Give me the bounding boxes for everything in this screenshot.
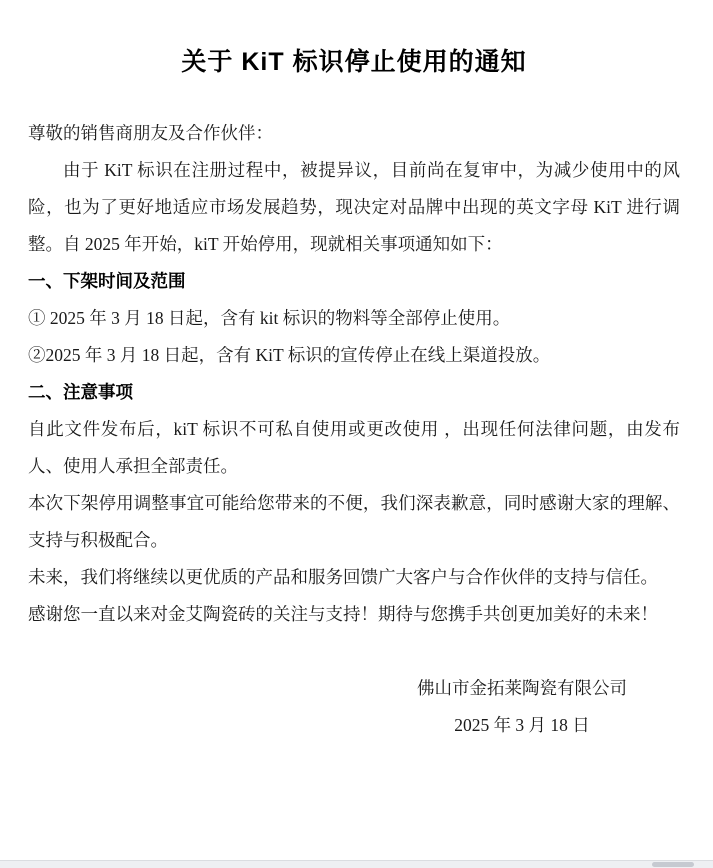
section2-heading: 二、注意事项 xyxy=(28,382,133,402)
document-body xyxy=(28,115,680,744)
section2-para1: 自此文件发布后，kiT 标识不可私自使用或更改使用 ，出现任何法律问题，由发布人、使用人承担全部责任。 xyxy=(28,419,680,476)
signature-block xyxy=(417,670,627,744)
section2-para4: 感谢您一直以来对金艾陶瓷砖的关注与支持！期待与您携手共创更加美好的未来！ xyxy=(28,604,658,624)
scrollbar-thumb[interactable] xyxy=(652,862,694,867)
intro-paragraph: 由于 KiT 标识在注册过程中，被提异议，目前尚在复审中，为减少使用中的风险，也为了更好地适应市场发展趋势，现决定对品牌中出现的英文字母 KiT 进行调整。自 2025 年开始，kiT 开始停用，现就相关事项通知如下： xyxy=(28,160,680,254)
section1-heading: 一、下架时间及范围 xyxy=(28,271,186,291)
section2-para2: 本次下架停用调整事宜可能给您带来的不便，我们深表歉意，同时感谢大家的理解、支持与积极配合。 xyxy=(28,493,680,550)
document-title: 关于 KiT 标识停止使用的通知 xyxy=(181,48,527,76)
section1-item1: ① 2025 年 3 月 18 日起，含有 kit 标识的物料等全部停止使用。 xyxy=(28,308,511,328)
horizontal-scrollbar[interactable] xyxy=(0,860,713,868)
section2-para3: 未来，我们将继续以更优质的产品和服务回馈广大客户与合作伙伴的支持与信任。 xyxy=(28,567,658,587)
signature-date: 2025 年 3 月 18 日 xyxy=(454,715,590,735)
signature-company: 佛山市金拓莱陶瓷有限公司 xyxy=(417,678,627,698)
greeting-line: 尊敬的销售商朋友及合作伙伴： xyxy=(28,123,273,143)
section1-item2: ②2025 年 3 月 18 日起，含有 KiT 标识的宣传停止在线上渠道投放。 xyxy=(28,345,551,365)
